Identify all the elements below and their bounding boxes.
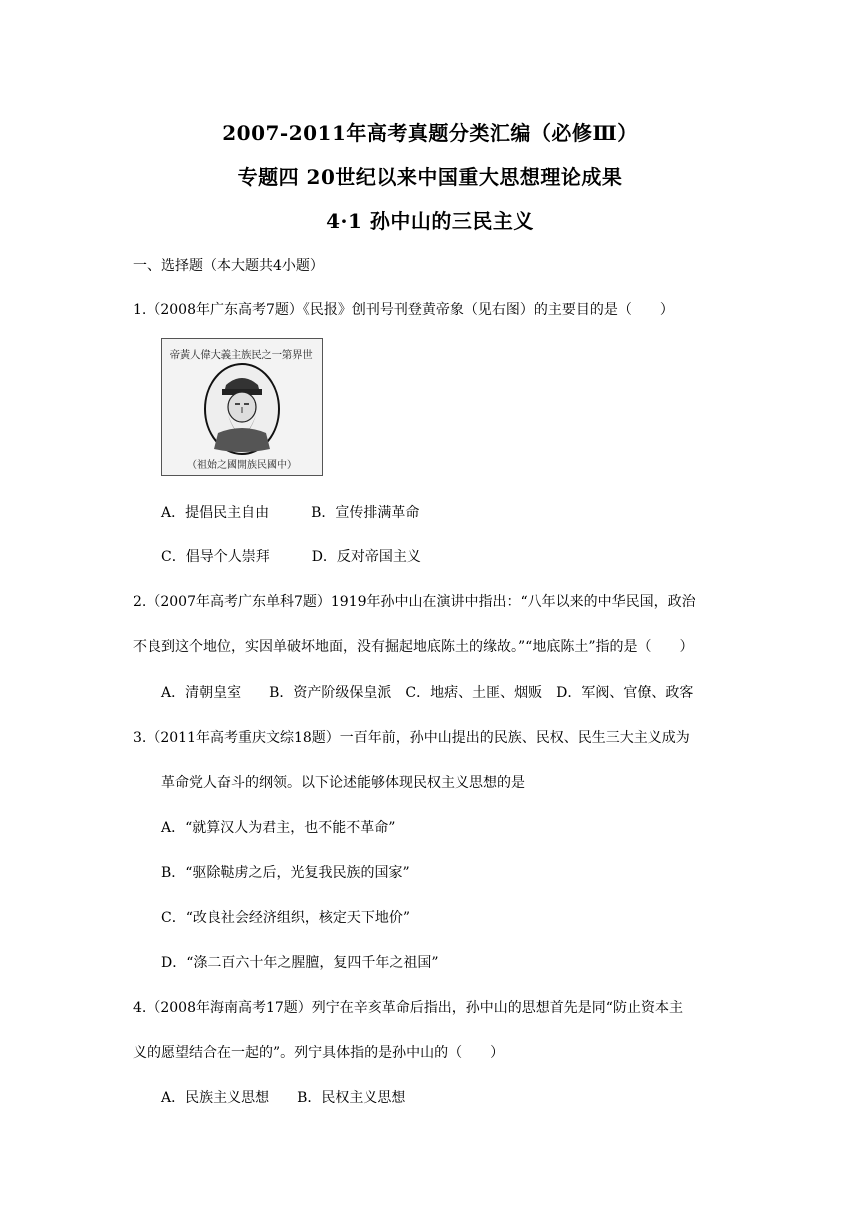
- doc-title: 2007-2011年高考真题分类汇编（必修Ⅲ）: [222, 121, 638, 145]
- figure-caption-top: 世界第一之民族主義大偉人黃帝: [169, 349, 313, 361]
- question-1-options-cd: C．倡导个人崇拜 D．反对帝国主义: [161, 549, 421, 565]
- figure-caption-bottom: （中國民族開國之始祖）: [187, 460, 297, 471]
- question-4-stem-line2: 义的愿望结合在一起的”。列宁具体指的是孙中山的（ ）: [133, 1045, 505, 1061]
- doc-subtitle: 专题四 20世纪以来中国重大思想理论成果: [237, 165, 623, 189]
- question-4-options: A．民族主义思想 B．民权主义思想: [161, 1090, 406, 1106]
- question-2-stem-line2: 不良到这个地位，实因单破坏地面，没有掘起地底陈土的缘故。”“地底陈土”指的是（ ）: [133, 639, 694, 655]
- question-3-option-c: C．“改良社会经济组织，核定天下地价”: [161, 910, 411, 926]
- question-3-option-b: B．“驱除鞑虏之后，光复我民族的国家”: [161, 865, 410, 881]
- yellow-emperor-portrait-figure: [161, 338, 323, 476]
- question-3-stem-line2: 革命党人奋斗的纲领。以下论述能够体现民权主义思想的是: [161, 775, 525, 791]
- question-2-options: A．清朝皇室 B．资产阶级保皇派 C．地痞、土匪、烟贩 D．军阀、官僚、政客: [161, 685, 694, 701]
- section-title: 4·1 孙中山的三民主义: [326, 209, 534, 233]
- question-3-option-a: A．“就算汉人为君主，也不能不革命”: [161, 820, 396, 836]
- question-1-options-ab: A．提倡民主自由 B．宣传排满革命: [161, 505, 420, 521]
- section-heading: 一、选择题（本大题共4小题）: [133, 258, 324, 274]
- portrait-image: [204, 363, 280, 455]
- question-3-stem-line1: 3.（2011年高考重庆文综18题）一百年前，孙中山提出的民族、民权、民生三大主义成为: [133, 730, 690, 746]
- question-3-option-d: D．“涤二百六十年之腥膻，复四千年之祖国”: [161, 955, 439, 971]
- question-2-stem-line1: 2.（2007年高考广东单科7题）1919年孙中山在演讲中指出：“八年以来的中华民国，政治: [133, 594, 696, 610]
- question-4-stem-line1: 4.（2008年海南高考17题）列宁在辛亥革命后指出，孙中山的思想首先是同“防止资本主: [133, 1000, 683, 1016]
- question-1-stem: 1.（2008年广东高考7题）《民报》创刊号刊登黄帝象（见右图）的主要目的是（ ）: [133, 302, 674, 318]
